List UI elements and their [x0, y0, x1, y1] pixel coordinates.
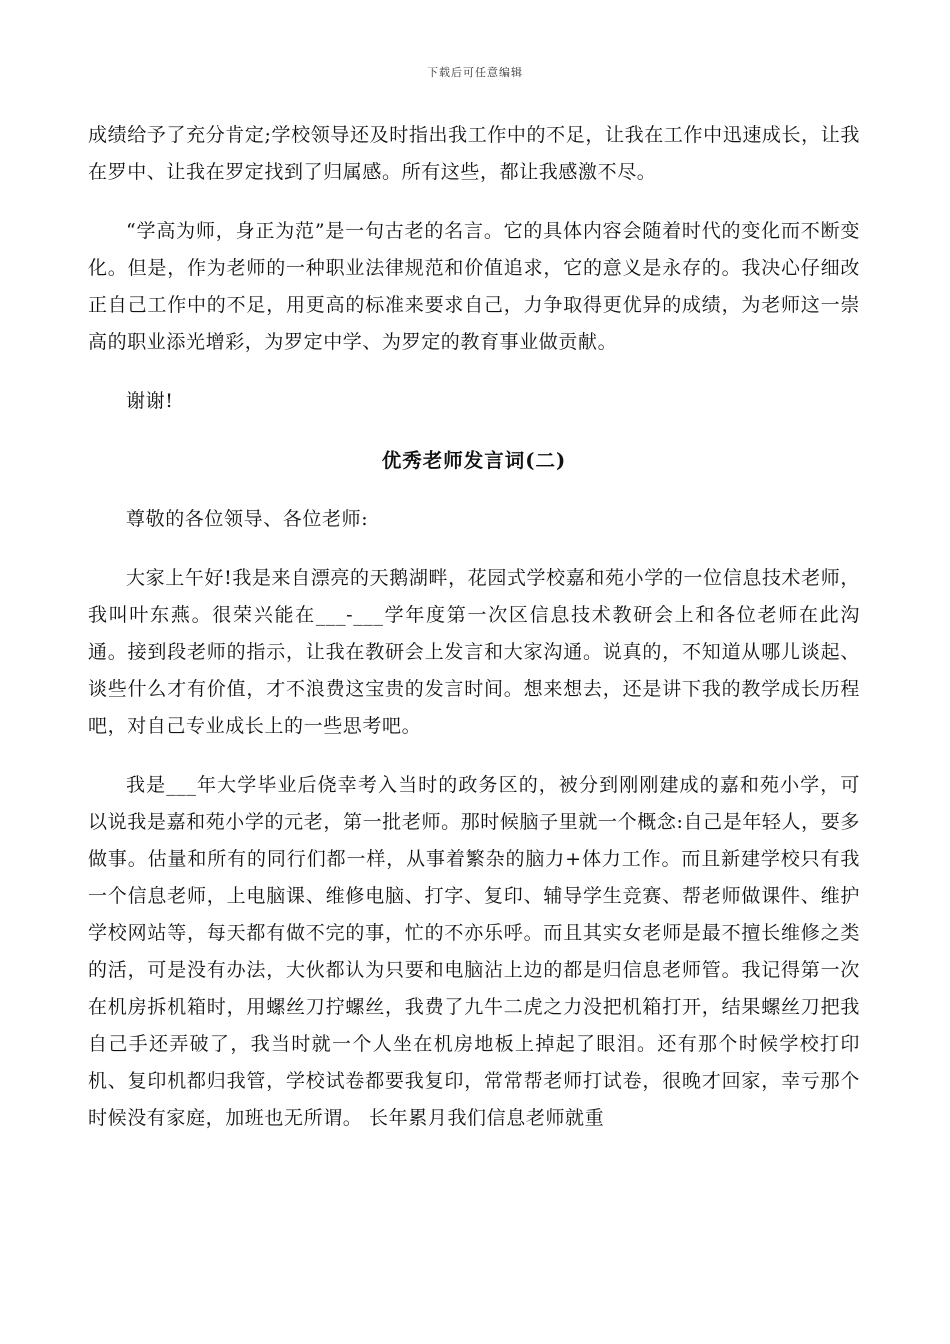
paragraph-gap [88, 191, 860, 213]
paragraph: 我是___年大学毕业后侥幸考入当时的政务区的，被分到刚刚建成的嘉和苑小学，可以说我是嘉和苑小学的元老，第一批老师。那时候脑子里就一个概念:自己是年轻人，要多做事。估量和所有的同行们都一样，从事着繁杂的脑力+体力工作。而且新建学校只有我一个信息老师，上电脑课、维修电脑、打字、复印、辅导学生竞赛、帮老师做课件、维护学校网站等，每天都有做不完的事，忙的不亦乐呼。而且其实女老师是最不擅长维修之类的活，可是没有办法，大伙都认为只要和电脑沾上边的都是归信息老师管。我记得第一次在机房拆机箱时，用螺丝刀拧螺丝，我费了九牛二虎之力没把机箱打开，结果螺丝刀把我自己手还弄破了，我当时就一个人坐在机房地板上掉起了眼泪。还有那个时候学校打印机、复印机都归我管，学校试卷都要我复印，常常帮老师打试卷，很晚才回家，幸亏那个时候没有家庭，加班也无所谓。 长年累月我们信息老师就重 [88, 774, 860, 1129]
paragraph-continued: 成绩给予了充分肯定;学校领导还及时指出我工作中的不足，让我在工作中迅速成长，让我在罗中、让我在罗定找到了归属感。所有这些，都让我感激不尽。 [88, 124, 860, 183]
paragraph-gap [88, 479, 860, 501]
salutation: 尊敬的各位领导、各位老师: [126, 508, 369, 530]
paragraph-thanks: 谢谢! [126, 390, 174, 412]
paragraph: 大家上午好!我是来自漂亮的天鹅湖畔，花园式学校嘉和苑小学的一位信息技术老师，我叫叶东燕。很荣兴能在___-___学年度第一次区信息技术教研会上和各位老师在此沟通。接到段老师的指示，让我在教研会上发言和大家沟通。说真的，不知道从哪儿谈起、谈些什么才有价值，才不浪费这宝贵的发言时间。想来想去，还是讲下我的教学成长历程吧，对自己专业成长上的一些思考吧。 [88, 567, 860, 737]
paragraph-gap [88, 420, 860, 442]
paragraph-gap [88, 538, 860, 560]
paragraph: “学高为师，身正为范”是一句古老的名言。它的具体内容会随着时代的变化而不断变化。但是，作为老师的一种职业法律规范和价值追求，它的意义是永存的。我决心仔细改正自己工作中的不足，用更高的标准来要求自己，力争取得更优异的成绩，为老师这一崇高的职业添光增彩，为罗定中学、为罗定的教育事业做贡献。 [88, 220, 860, 353]
paragraph-gap [88, 361, 860, 383]
page-header-note: 下载后可任意编辑 [427, 66, 523, 79]
section-title: 优秀老师发言词(二) [381, 449, 567, 472]
document-body [88, 117, 860, 1137]
paragraph-gap [88, 745, 860, 767]
